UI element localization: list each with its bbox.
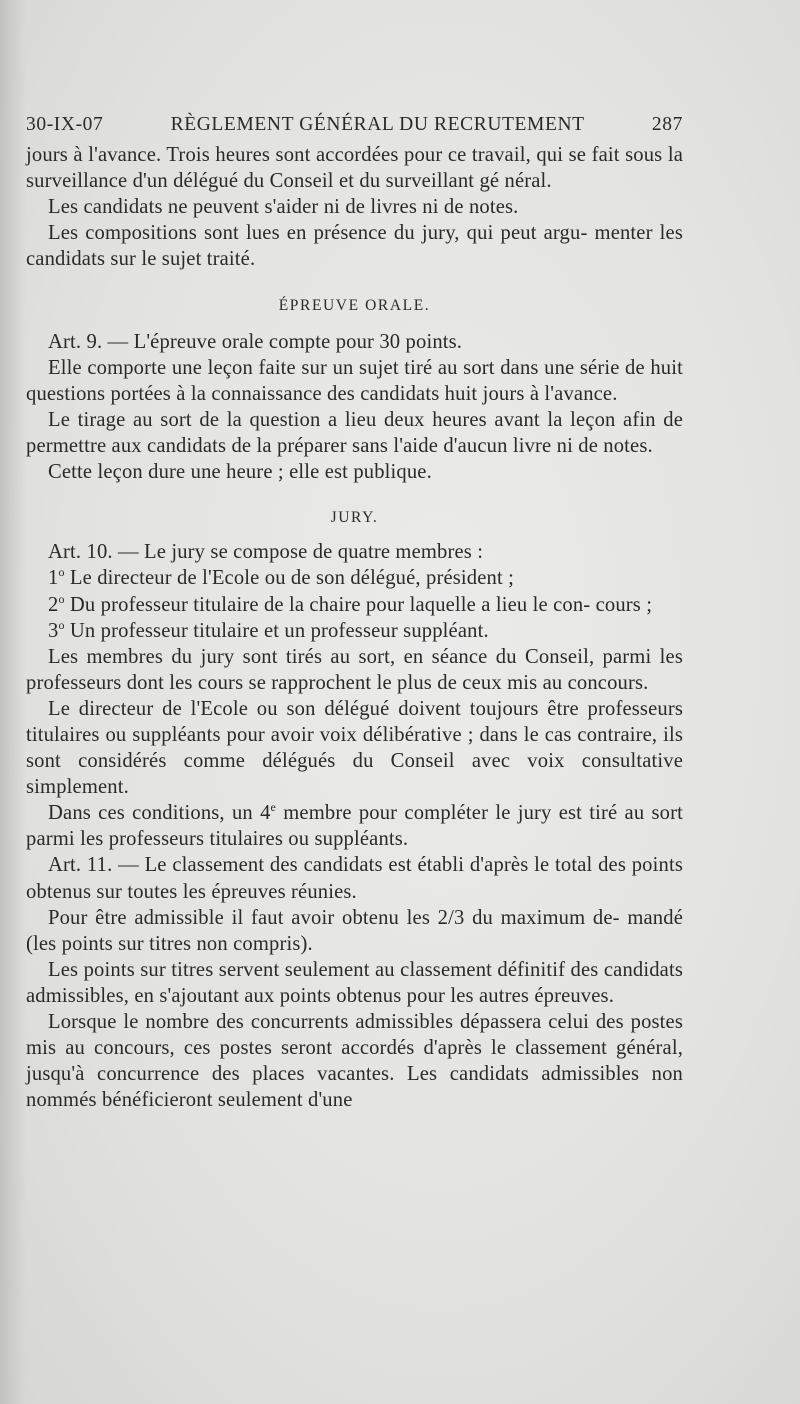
ordinal-mark: e	[270, 800, 277, 815]
list-number: 3	[48, 619, 59, 642]
section-heading-jury: JURY.	[330, 509, 379, 527]
paragraph: Elle comporte une leçon faite sur un sujet tiré au sort dans une série de huit questions portées à la connaissance des candidats huit jours à l'avance.	[26, 356, 683, 405]
text-run: membre pour compléter le jury est tiré au sort parmi les professeurs titulaires ou suppléants.	[26, 802, 684, 851]
paragraph: Lorsque le nombre des concurrents admissibles dépassera celui des postes mis au concours, ces postes seront accordés d'après le classement général, jusqu'à concurrence des places vacantes. Les candidats admissibles non nommés bénéficieront seulement d'une	[26, 1011, 683, 1112]
list-text: Le directeur de l'Ecole ou de son délégué, président ;	[64, 567, 515, 590]
page-gutter-shadow	[0, 0, 26, 1404]
list-number: 1	[48, 567, 59, 590]
article-9: Art. 9. — L'épreuve orale compte pour 30 points.	[48, 330, 463, 353]
page-number: 287	[651, 114, 683, 135]
list-item	[26, 592, 683, 618]
paragraph: Les compositions sont lues en présence du jury, qui peut argu- menter les candidats sur le sujet traité.	[26, 222, 683, 271]
ordinal-mark: o	[58, 591, 65, 606]
ordinal-mark: o	[58, 565, 65, 580]
paragraph: Cette leçon dure une heure ; elle est publique.	[48, 461, 432, 484]
header-date: 30-IX-07	[26, 114, 104, 135]
list-text: Un professeur titulaire et un professeur suppléant.	[64, 619, 489, 642]
section-heading-oral: ÉPREUVE ORALE.	[278, 296, 431, 314]
list-text: Du professeur titulaire de la chaire pour laquelle a lieu le con- cours ;	[64, 593, 653, 616]
paragraph: jours à l'avance. Trois heures sont accordées pour ce travail, qui se fait sous la surveillance d'un délégué du Conseil et du surveillant gé néral.	[26, 144, 683, 193]
paragraph: Le tirage au sort de la question a lieu deux heures avant la leçon afin de permettre aux candidats de la préparer sans l'aide d'aucun livre ni de notes.	[26, 408, 683, 458]
article-11: Art. 11. — Le classement des candidats est établi d'après le total des points obtenus sur toutes les épreuves réunies.	[26, 854, 683, 903]
paragraph	[26, 800, 683, 852]
paragraph: Le directeur de l'Ecole ou son délégué doivent toujours être professeurs titulaires ou suppléants pour avoir voix délibérative ; dans le cas contraire, ils sont considérés comme délégués du Conseil avec voix consultative simplement.	[26, 697, 683, 799]
ordinal-mark: o	[58, 617, 65, 632]
paragraph: Les membres du jury sont tirés au sort, en séance du Conseil, parmi les professeurs dont les cours se rapprochent le plus de ceux mis au concours.	[26, 645, 683, 694]
paragraph: Pour être admissible il faut avoir obtenu les 2/3 du maximum de- mandé (les points sur titres non compris).	[26, 906, 683, 955]
list-item	[26, 618, 683, 644]
paragraph: Les candidats ne peuvent s'aider ni de livres ni de notes.	[48, 196, 519, 219]
text-column	[26, 112, 683, 1113]
list-number: 2	[48, 593, 59, 616]
paragraph: Les points sur titres servent seulement au classement définitif des candidats admissibles, en s'ajoutant aux points obtenus pour les autres épreuves.	[26, 958, 683, 1007]
list-item	[26, 565, 683, 591]
article-10: Art. 10. — Le jury se compose de quatre membres :	[48, 541, 484, 564]
header-title: RÈGLEMENT GÉNÉRAL DU RECRUTEMENT	[170, 114, 585, 135]
text-run: Dans ces conditions, un 4	[48, 802, 271, 825]
running-head	[26, 112, 683, 138]
